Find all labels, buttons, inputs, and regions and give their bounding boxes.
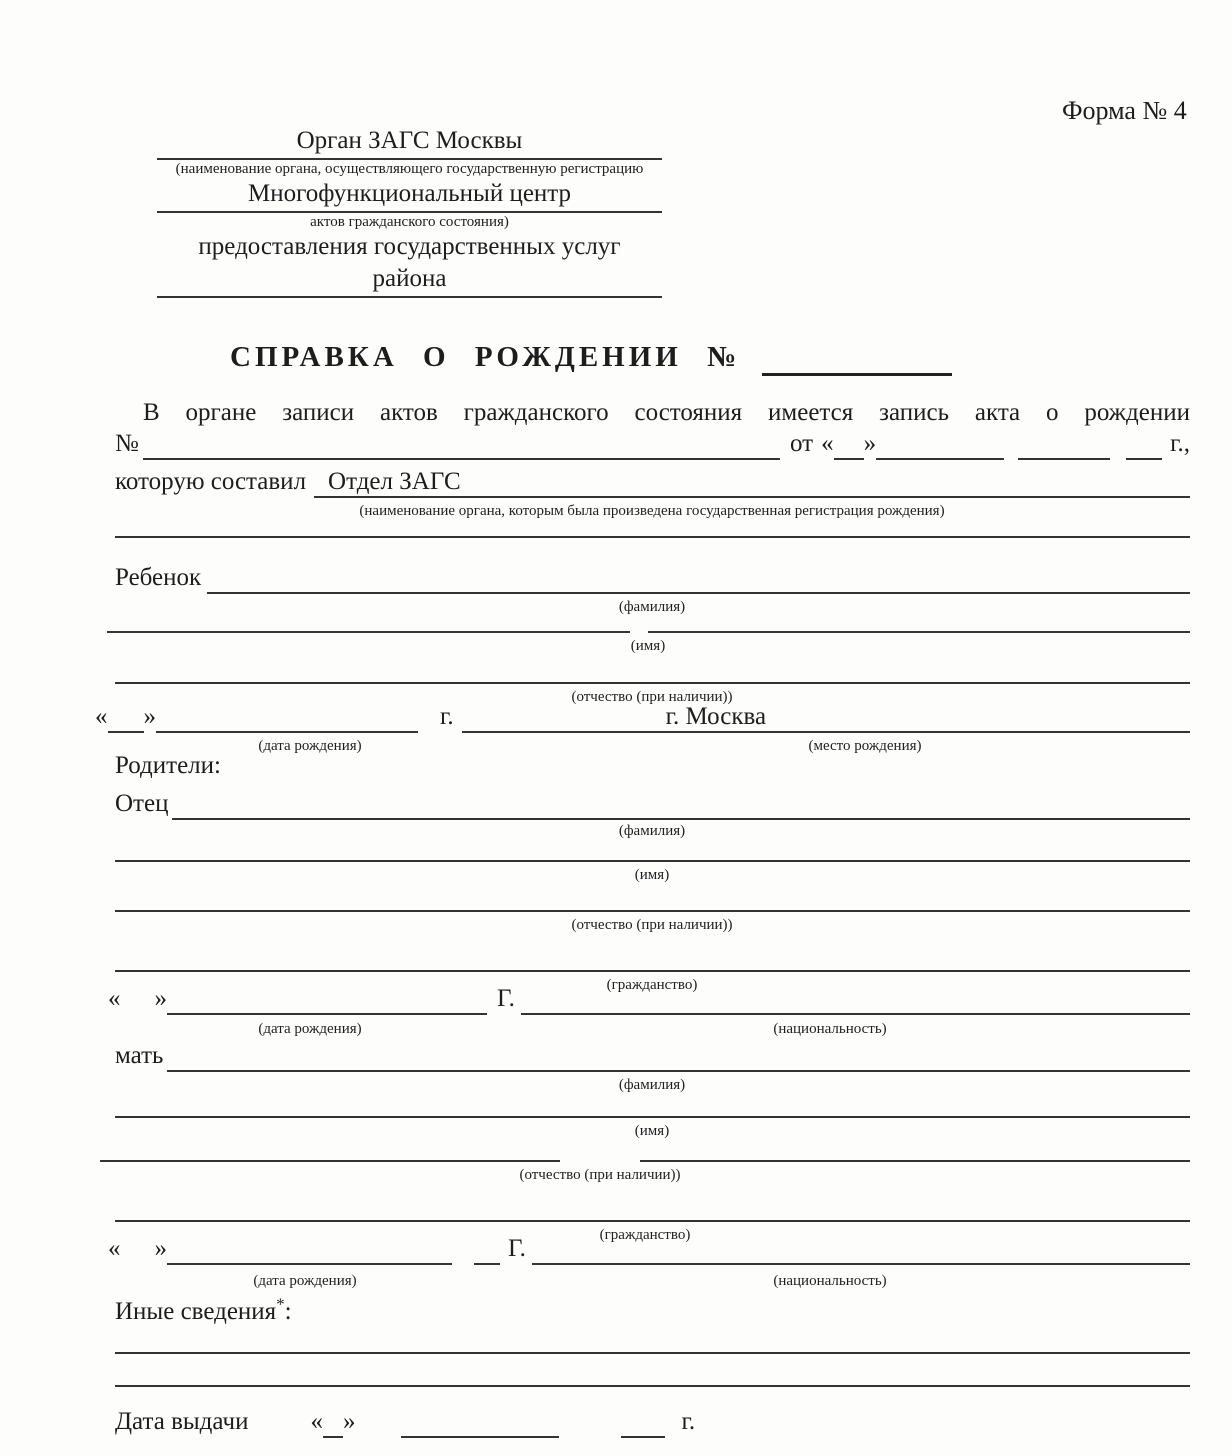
record-number-field[interactable] — [143, 426, 780, 460]
father-surname-row — [115, 786, 1190, 820]
child-birthplace-field[interactable] — [462, 699, 1190, 733]
child-birth-day-field[interactable] — [108, 699, 144, 733]
mother-quote-open: « — [108, 1235, 121, 1263]
father-citizenship-row — [115, 940, 1190, 972]
father-firstname-row — [115, 830, 1190, 862]
father-birth-day-field[interactable] — [121, 982, 155, 1015]
other-info-label: Иные сведения — [115, 1298, 277, 1325]
father-citizenship-caption: (гражданство) — [606, 977, 698, 993]
other-info-line2-field[interactable] — [115, 1385, 1190, 1387]
father-nationality-caption: (национальность) — [773, 1021, 887, 1037]
issue-day-field[interactable] — [323, 1405, 343, 1438]
record-date-year-field[interactable] — [1126, 426, 1162, 460]
father-name-caption: (имя) — [634, 867, 670, 883]
other-info-line1-field[interactable] — [115, 1352, 1190, 1354]
mother-patronymic-extra-field[interactable] — [640, 1130, 1190, 1162]
issuing-org-caption2: актов гражданского состояния) — [310, 214, 509, 230]
certificate-number-field[interactable] — [762, 336, 952, 376]
father-birth-row — [108, 982, 1190, 1015]
child-firstname-extra-field[interactable] — [648, 601, 1190, 633]
form-number-label: Форма № 4 — [1062, 96, 1187, 125]
child-firstname-row — [107, 601, 1190, 633]
issuing-org-block — [157, 126, 662, 298]
child-birthplace-caption: (место рождения) — [808, 738, 922, 754]
issuing-org-line2: Многофункциональный центр — [157, 179, 662, 213]
registrar-org-caption: (наименование органа, которым была произведена государственная регистрация рождения) — [359, 503, 945, 519]
child-birthplace-value: г. Москва — [665, 702, 767, 730]
record-year-suffix: г., — [1170, 430, 1190, 458]
other-info-asterisk: * — [276, 1294, 285, 1314]
registrar-org-field[interactable] — [314, 464, 1190, 498]
father-patronymic-caption: (отчество (при наличии)) — [571, 917, 733, 933]
child-birthdate-caption: (дата рождения) — [258, 738, 362, 754]
mother-birth-extra-field[interactable] — [474, 1232, 500, 1265]
record-number-row — [115, 426, 1190, 460]
mother-name-caption: (имя) — [634, 1123, 670, 1139]
record-number-label: № — [115, 430, 139, 458]
composed-by-label: которую составил — [115, 468, 307, 496]
father-label: Отец — [115, 790, 169, 818]
issuing-org-caption1: (наименование органа, осуществляющего государственную регистрацию — [175, 161, 644, 177]
mother-citizenship-row — [115, 1190, 1190, 1222]
record-date-day-field[interactable] — [834, 426, 864, 460]
mother-patronymic-caption: (отчество (при наличии)) — [519, 1167, 681, 1183]
mother-label: мать — [115, 1042, 164, 1070]
document-title-row — [230, 336, 952, 376]
mother-citizenship-caption: (гражданство) — [599, 1227, 691, 1243]
mother-birth-day-field[interactable] — [121, 1232, 155, 1265]
record-quote-open: « — [821, 430, 834, 458]
issue-date-row — [115, 1405, 1190, 1438]
document-title: СПРАВКА О РОЖДЕНИИ № — [230, 341, 741, 373]
registrar-org-continuation-field[interactable] — [115, 536, 1190, 538]
record-date-extra-field[interactable] — [1018, 426, 1110, 460]
child-name-caption: (имя) — [630, 638, 666, 654]
child-quote-close: » — [143, 703, 156, 731]
mother-patronymic-field[interactable] — [100, 1130, 560, 1162]
mother-surname-caption: (фамилия) — [618, 1077, 686, 1093]
child-firstname-field[interactable] — [107, 601, 630, 633]
father-birth-month-field[interactable] — [167, 982, 487, 1015]
father-surname-field[interactable] — [172, 786, 1190, 820]
mother-firstname-field[interactable] — [115, 1086, 1190, 1118]
issue-month-field[interactable] — [401, 1405, 559, 1438]
issuing-org-line4: района — [157, 264, 662, 298]
child-surname-caption: (фамилия) — [618, 599, 686, 615]
child-quote-open: « — [95, 703, 108, 731]
father-surname-caption: (фамилия) — [618, 823, 686, 839]
issue-quote-open: « — [310, 1408, 323, 1436]
record-quote-close: » — [863, 430, 877, 458]
father-citizenship-field[interactable] — [115, 940, 1190, 972]
mother-nationality-field[interactable] — [532, 1232, 1190, 1265]
child-label: Ребенок — [115, 564, 202, 592]
mother-year-label: Г. — [508, 1235, 526, 1263]
record-date-month-field[interactable] — [876, 426, 1004, 460]
father-quote-close: » — [154, 985, 167, 1013]
mother-nationality-caption: (национальность) — [773, 1273, 887, 1289]
child-surname-row — [115, 560, 1190, 594]
intro-paragraph: В органе записи актов гражданского состояния имеется запись акта о рождении — [143, 399, 1190, 426]
father-quote-open: « — [108, 985, 121, 1013]
mother-birthdate-caption: (дата рождения) — [253, 1273, 357, 1289]
child-patronymic-field[interactable] — [115, 652, 1190, 684]
issuing-org-line3: предоставления государственных услуг — [198, 233, 621, 260]
mother-citizenship-field[interactable] — [115, 1190, 1190, 1222]
record-from-label: от — [789, 430, 814, 458]
issuing-org-line1: Орган ЗАГС Москвы — [157, 126, 662, 160]
composed-by-row — [115, 464, 1190, 498]
registrar-org-value: Отдел ЗАГС — [328, 467, 461, 495]
child-birth-month-field[interactable] — [156, 699, 418, 733]
parents-label: Родители: — [115, 752, 221, 779]
mother-firstname-row — [115, 1086, 1190, 1118]
father-patronymic-row — [115, 880, 1190, 912]
child-birth-row — [95, 699, 1190, 733]
father-year-label: Г. — [497, 985, 515, 1013]
father-patronymic-field[interactable] — [115, 880, 1190, 912]
father-nationality-field[interactable] — [521, 982, 1190, 1015]
issue-year-field[interactable] — [621, 1405, 665, 1438]
other-info-label-row — [115, 1294, 292, 1327]
issue-quote-close: » — [342, 1408, 356, 1436]
mother-birth-month-field[interactable] — [167, 1232, 452, 1265]
father-birthdate-caption: (дата рождения) — [258, 1021, 362, 1037]
father-firstname-field[interactable] — [115, 830, 1190, 862]
child-patronymic-caption: (отчество (при наличии)) — [571, 689, 733, 705]
issue-date-label: Дата выдачи — [115, 1408, 249, 1436]
mother-surname-row — [115, 1038, 1190, 1072]
mother-patronymic-row — [100, 1130, 1190, 1162]
child-year-label: г. — [440, 703, 454, 731]
other-info-colon: : — [284, 1298, 292, 1325]
issue-year-label: г. — [681, 1408, 696, 1436]
child-surname-field[interactable] — [207, 560, 1190, 594]
mother-birth-row — [108, 1232, 1190, 1265]
mother-quote-close: » — [154, 1235, 167, 1263]
child-patronymic-row — [115, 652, 1190, 684]
mother-surname-field[interactable] — [167, 1038, 1190, 1072]
